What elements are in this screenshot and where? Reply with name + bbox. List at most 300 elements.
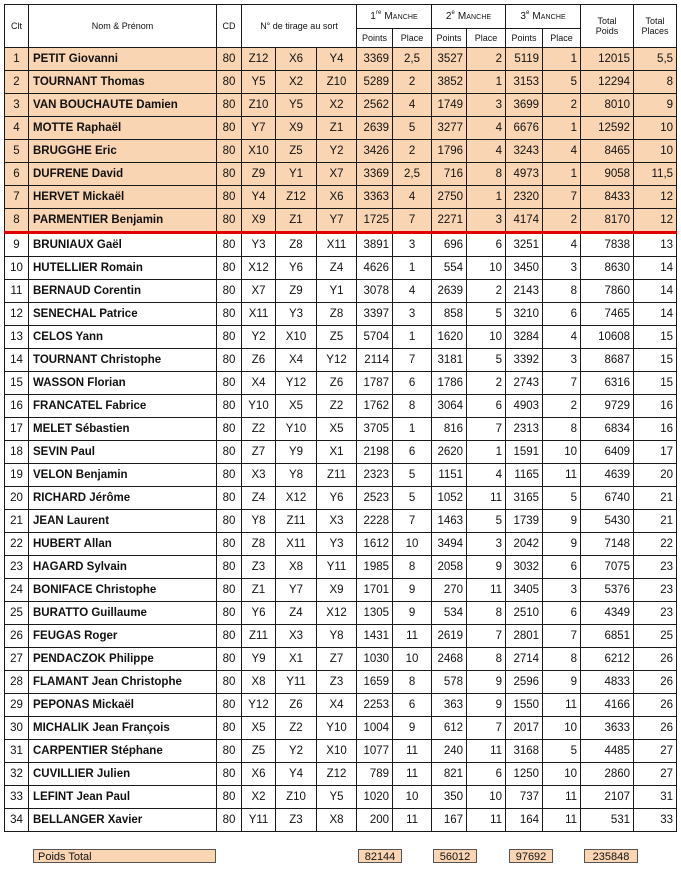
points-cell-1: 2228 <box>357 510 393 533</box>
name-cell: VAN BOUCHAUTE Damien <box>29 94 217 117</box>
points-cell-3: 1550 <box>506 694 543 717</box>
cd-cell: 80 <box>217 487 242 510</box>
table-row <box>5 763 677 786</box>
name-cell: FEUGAS Roger <box>29 625 217 648</box>
points-cell-1: 1077 <box>357 740 393 763</box>
place-cell-2: 6 <box>467 763 506 786</box>
name-cell: BERNAUD Corentin <box>29 280 217 303</box>
draw-cell-1: Z9 <box>242 163 276 186</box>
points-cell-2: 363 <box>432 694 467 717</box>
name-cell: PENDACZOK Philippe <box>29 648 217 671</box>
place-cell-3: 4 <box>543 140 581 163</box>
draw-cell-3: Y7 <box>317 209 357 233</box>
draw-cell-2: X2 <box>276 71 317 94</box>
table-row <box>5 533 677 556</box>
rank-cell: 34 <box>5 809 29 832</box>
draw-cell-1: Y12 <box>242 694 276 717</box>
total-weight-cell: 8687 <box>581 349 634 372</box>
points-cell-1: 1020 <box>357 786 393 809</box>
draw-cell-2: Y11 <box>276 671 317 694</box>
table-row <box>5 464 677 487</box>
points-cell-3: 4903 <box>506 395 543 418</box>
draw-cell-2: X5 <box>276 395 317 418</box>
draw-cell-1: X5 <box>242 717 276 740</box>
total-weight-cell: 5376 <box>581 579 634 602</box>
points-cell-3: 3165 <box>506 487 543 510</box>
draw-cell-3: Y10 <box>317 717 357 740</box>
cd-cell: 80 <box>217 94 242 117</box>
draw-cell-2: Z6 <box>276 694 317 717</box>
place-cell-1: 5 <box>393 464 432 487</box>
total-weight-cell: 8010 <box>581 94 634 117</box>
place-cell-3: 5 <box>543 740 581 763</box>
rank-cell: 10 <box>5 257 29 280</box>
points-cell-1: 1985 <box>357 556 393 579</box>
place-cell-3: 5 <box>543 71 581 94</box>
points-cell-2: 1749 <box>432 94 467 117</box>
draw-cell-3: Z4 <box>317 257 357 280</box>
cd-cell: 80 <box>217 257 242 280</box>
name-cell: PETIT Giovanni <box>29 48 217 71</box>
place-cell-1: 4 <box>393 280 432 303</box>
points-cell-1: 3891 <box>357 233 393 257</box>
draw-cell-3: Z7 <box>317 648 357 671</box>
points-cell-3: 2042 <box>506 533 543 556</box>
draw-cell-3: X5 <box>317 418 357 441</box>
draw-cell-1: Z11 <box>242 625 276 648</box>
name-cell: MOTTE Raphaël <box>29 117 217 140</box>
points-cell-2: 167 <box>432 809 467 832</box>
draw-cell-2: X12 <box>276 487 317 510</box>
points-cell-3: 164 <box>506 809 543 832</box>
place-cell-3: 3 <box>543 349 581 372</box>
points-cell-2: 3494 <box>432 533 467 556</box>
draw-cell-2: X1 <box>276 648 317 671</box>
total-weight-cell: 6851 <box>581 625 634 648</box>
points-cell-3: 3450 <box>506 257 543 280</box>
total-weight-cell: 3633 <box>581 717 634 740</box>
place-cell-2: 11 <box>467 809 506 832</box>
total-places-cell: 22 <box>634 533 677 556</box>
points-cell-2: 2620 <box>432 441 467 464</box>
rank-cell: 31 <box>5 740 29 763</box>
points-cell-1: 3426 <box>357 140 393 163</box>
draw-cell-3: X12 <box>317 602 357 625</box>
total-weight-cell: 2107 <box>581 786 634 809</box>
total-weight-cell: 7860 <box>581 280 634 303</box>
rank-cell: 4 <box>5 117 29 140</box>
points-cell-3: 3243 <box>506 140 543 163</box>
rank-cell: 6 <box>5 163 29 186</box>
points-cell-3: 1591 <box>506 441 543 464</box>
points-cell-2: 2750 <box>432 186 467 209</box>
place-cell-1: 9 <box>393 717 432 740</box>
place-cell-2: 4 <box>467 117 506 140</box>
total-places-cell: 13 <box>634 233 677 257</box>
points-cell-1: 3369 <box>357 163 393 186</box>
place-cell-3: 5 <box>543 487 581 510</box>
points-cell-3: 2510 <box>506 602 543 625</box>
cd-cell: 80 <box>217 625 242 648</box>
rank-cell: 1 <box>5 48 29 71</box>
total-weight-cell: 5430 <box>581 510 634 533</box>
points-cell-1: 2562 <box>357 94 393 117</box>
cd-cell: 80 <box>217 441 242 464</box>
points-cell-3: 5119 <box>506 48 543 71</box>
total-places-cell: 14 <box>634 257 677 280</box>
place-cell-3: 8 <box>543 280 581 303</box>
points-cell-3: 3153 <box>506 71 543 94</box>
total-all: 235848 <box>584 849 638 863</box>
cd-cell: 80 <box>217 671 242 694</box>
place-cell-1: 8 <box>393 671 432 694</box>
cd-cell: 80 <box>217 71 242 94</box>
place-cell-1: 3 <box>393 233 432 257</box>
header-points-1: Points <box>357 29 393 48</box>
total-weight-cell: 8170 <box>581 209 634 233</box>
place-cell-2: 2 <box>467 48 506 71</box>
points-cell-3: 6676 <box>506 117 543 140</box>
rank-cell: 8 <box>5 209 29 233</box>
rank-cell: 12 <box>5 303 29 326</box>
name-cell: CUVILLIER Julien <box>29 763 217 786</box>
name-cell: TOURNANT Thomas <box>29 71 217 94</box>
header-points-2: Points <box>432 29 467 48</box>
name-cell: PEPONAS Mickaël <box>29 694 217 717</box>
total-places-cell: 9 <box>634 94 677 117</box>
cd-cell: 80 <box>217 280 242 303</box>
total-places-cell: 14 <box>634 280 677 303</box>
points-cell-3: 2743 <box>506 372 543 395</box>
place-cell-3: 11 <box>543 464 581 487</box>
draw-cell-3: Y2 <box>317 140 357 163</box>
points-cell-1: 3363 <box>357 186 393 209</box>
name-cell: LEFINT Jean Paul <box>29 786 217 809</box>
draw-cell-3: Z3 <box>317 671 357 694</box>
table-row <box>5 418 677 441</box>
points-cell-1: 1725 <box>357 209 393 233</box>
place-cell-3: 8 <box>543 418 581 441</box>
header-cd: CD <box>217 5 242 48</box>
points-cell-2: 534 <box>432 602 467 625</box>
total-places-cell: 8 <box>634 71 677 94</box>
place-cell-3: 10 <box>543 717 581 740</box>
draw-cell-2: Y7 <box>276 579 317 602</box>
total-weight-cell: 2860 <box>581 763 634 786</box>
total-places-cell: 23 <box>634 556 677 579</box>
draw-cell-1: Y8 <box>242 510 276 533</box>
cd-cell: 80 <box>217 740 242 763</box>
table-row <box>5 257 677 280</box>
place-cell-3: 7 <box>543 372 581 395</box>
table-row <box>5 233 677 257</box>
points-cell-2: 554 <box>432 257 467 280</box>
points-cell-2: 270 <box>432 579 467 602</box>
total-weight-cell: 4833 <box>581 671 634 694</box>
place-cell-2: 6 <box>467 395 506 418</box>
place-cell-2: 2 <box>467 372 506 395</box>
totals-bar <box>0 849 681 865</box>
points-cell-3: 4973 <box>506 163 543 186</box>
total-places-cell: 15 <box>634 326 677 349</box>
rank-cell: 25 <box>5 602 29 625</box>
rank-cell: 5 <box>5 140 29 163</box>
place-cell-2: 10 <box>467 786 506 809</box>
name-cell: RICHARD Jérôme <box>29 487 217 510</box>
total-places-cell: 23 <box>634 602 677 625</box>
place-cell-2: 8 <box>467 648 506 671</box>
results-body <box>5 48 677 832</box>
cd-cell: 80 <box>217 717 242 740</box>
total-places-cell: 12 <box>634 209 677 233</box>
cd-cell: 80 <box>217 694 242 717</box>
name-cell: FRANCATEL Fabrice <box>29 395 217 418</box>
table-row <box>5 349 677 372</box>
rank-cell: 19 <box>5 464 29 487</box>
table-row <box>5 602 677 625</box>
points-cell-1: 200 <box>357 809 393 832</box>
draw-cell-2: Z9 <box>276 280 317 303</box>
place-cell-3: 2 <box>543 94 581 117</box>
draw-cell-1: Y3 <box>242 233 276 257</box>
place-cell-2: 9 <box>467 556 506 579</box>
draw-cell-1: Y5 <box>242 71 276 94</box>
points-cell-2: 350 <box>432 786 467 809</box>
total-places-cell: 33 <box>634 809 677 832</box>
rank-cell: 20 <box>5 487 29 510</box>
total-weight-cell: 6834 <box>581 418 634 441</box>
total-weight-cell: 12294 <box>581 71 634 94</box>
draw-cell-1: Y2 <box>242 326 276 349</box>
table-row <box>5 186 677 209</box>
cd-cell: 80 <box>217 533 242 556</box>
points-cell-3: 2143 <box>506 280 543 303</box>
draw-cell-3: X11 <box>317 233 357 257</box>
name-cell: WASSON Florian <box>29 372 217 395</box>
points-cell-2: 2639 <box>432 280 467 303</box>
draw-cell-2: X11 <box>276 533 317 556</box>
points-cell-2: 1796 <box>432 140 467 163</box>
place-cell-1: 10 <box>393 648 432 671</box>
points-cell-1: 1787 <box>357 372 393 395</box>
name-cell: CELOS Yann <box>29 326 217 349</box>
draw-cell-3: Y4 <box>317 48 357 71</box>
points-cell-1: 3397 <box>357 303 393 326</box>
draw-cell-3: X2 <box>317 94 357 117</box>
total-weight-cell: 9729 <box>581 395 634 418</box>
total-weight-cell: 8630 <box>581 257 634 280</box>
draw-cell-1: Z5 <box>242 740 276 763</box>
draw-cell-2: Z4 <box>276 602 317 625</box>
table-row <box>5 648 677 671</box>
rank-cell: 28 <box>5 671 29 694</box>
points-cell-1: 1431 <box>357 625 393 648</box>
draw-cell-1: X4 <box>242 372 276 395</box>
name-cell: BRUNIAUX Gaël <box>29 233 217 257</box>
total-weight-cell: 4166 <box>581 694 634 717</box>
points-cell-2: 816 <box>432 418 467 441</box>
rank-cell: 9 <box>5 233 29 257</box>
draw-cell-1: X7 <box>242 280 276 303</box>
total-weight-cell: 8433 <box>581 186 634 209</box>
place-cell-3: 11 <box>543 786 581 809</box>
draw-cell-3: Z11 <box>317 464 357 487</box>
draw-cell-3: Y12 <box>317 349 357 372</box>
points-cell-1: 2523 <box>357 487 393 510</box>
rank-cell: 13 <box>5 326 29 349</box>
total-places-cell: 26 <box>634 648 677 671</box>
points-cell-1: 789 <box>357 763 393 786</box>
place-cell-1: 5 <box>393 487 432 510</box>
place-cell-3: 10 <box>543 441 581 464</box>
draw-cell-1: Z4 <box>242 487 276 510</box>
table-row <box>5 303 677 326</box>
place-cell-3: 1 <box>543 48 581 71</box>
cd-cell: 80 <box>217 186 242 209</box>
points-cell-2: 1052 <box>432 487 467 510</box>
total-places-cell: 10 <box>634 140 677 163</box>
place-cell-1: 8 <box>393 556 432 579</box>
name-cell: SENECHAL Patrice <box>29 303 217 326</box>
draw-cell-2: Z1 <box>276 209 317 233</box>
place-cell-2: 3 <box>467 94 506 117</box>
points-cell-3: 2596 <box>506 671 543 694</box>
table-row <box>5 671 677 694</box>
place-cell-2: 5 <box>467 510 506 533</box>
cd-cell: 80 <box>217 117 242 140</box>
draw-cell-1: X11 <box>242 303 276 326</box>
rank-cell: 16 <box>5 395 29 418</box>
total-weight-cell: 10608 <box>581 326 634 349</box>
draw-cell-1: Z2 <box>242 418 276 441</box>
draw-cell-1: Y11 <box>242 809 276 832</box>
results-table <box>4 4 677 832</box>
draw-cell-3: X8 <box>317 809 357 832</box>
points-cell-1: 1762 <box>357 395 393 418</box>
total-manche-2: 56012 <box>433 849 477 863</box>
cd-cell: 80 <box>217 349 242 372</box>
place-cell-3: 7 <box>543 186 581 209</box>
place-cell-1: 1 <box>393 326 432 349</box>
name-cell: BRUGGHE Eric <box>29 140 217 163</box>
header-manche-1: 1re Manche <box>357 5 432 29</box>
place-cell-3: 11 <box>543 809 581 832</box>
draw-cell-1: Y7 <box>242 117 276 140</box>
draw-cell-2: Z11 <box>276 510 317 533</box>
place-cell-3: 6 <box>543 556 581 579</box>
header-manche-3: 3e Manche <box>506 5 581 29</box>
place-cell-3: 4 <box>543 326 581 349</box>
table-row <box>5 395 677 418</box>
name-cell: FLAMANT Jean Christophe <box>29 671 217 694</box>
draw-cell-3: X3 <box>317 510 357 533</box>
table-row <box>5 740 677 763</box>
rank-cell: 17 <box>5 418 29 441</box>
points-cell-3: 1250 <box>506 763 543 786</box>
place-cell-1: 6 <box>393 441 432 464</box>
points-cell-3: 3032 <box>506 556 543 579</box>
draw-cell-2: X8 <box>276 556 317 579</box>
draw-cell-2: Z8 <box>276 233 317 257</box>
header-clt: Clt <box>5 5 29 48</box>
points-cell-1: 2114 <box>357 349 393 372</box>
place-cell-2: 10 <box>467 257 506 280</box>
table-row <box>5 717 677 740</box>
total-places-cell: 31 <box>634 786 677 809</box>
draw-cell-3: Z2 <box>317 395 357 418</box>
points-cell-2: 716 <box>432 163 467 186</box>
points-cell-1: 2198 <box>357 441 393 464</box>
points-cell-3: 1165 <box>506 464 543 487</box>
place-cell-3: 10 <box>543 763 581 786</box>
points-cell-3: 3392 <box>506 349 543 372</box>
place-cell-2: 1 <box>467 71 506 94</box>
draw-cell-3: X1 <box>317 441 357 464</box>
place-cell-1: 6 <box>393 694 432 717</box>
total-weight-cell: 12015 <box>581 48 634 71</box>
draw-cell-2: X10 <box>276 326 317 349</box>
rank-cell: 3 <box>5 94 29 117</box>
draw-cell-3: X4 <box>317 694 357 717</box>
total-weight-cell: 6409 <box>581 441 634 464</box>
points-cell-1: 1659 <box>357 671 393 694</box>
total-places-cell: 11,5 <box>634 163 677 186</box>
place-cell-1: 4 <box>393 186 432 209</box>
place-cell-1: 9 <box>393 579 432 602</box>
cd-cell: 80 <box>217 140 242 163</box>
total-places-cell: 16 <box>634 418 677 441</box>
draw-cell-2: Y12 <box>276 372 317 395</box>
cd-cell: 80 <box>217 464 242 487</box>
place-cell-2: 9 <box>467 671 506 694</box>
points-cell-3: 2320 <box>506 186 543 209</box>
rank-cell: 23 <box>5 556 29 579</box>
name-cell: SEVIN Paul <box>29 441 217 464</box>
place-cell-3: 2 <box>543 209 581 233</box>
draw-cell-2: Y10 <box>276 418 317 441</box>
rank-cell: 11 <box>5 280 29 303</box>
points-cell-2: 858 <box>432 303 467 326</box>
place-cell-3: 9 <box>543 533 581 556</box>
draw-cell-1: Y9 <box>242 648 276 671</box>
points-cell-3: 3284 <box>506 326 543 349</box>
name-cell: HAGARD Sylvain <box>29 556 217 579</box>
cd-cell: 80 <box>217 556 242 579</box>
cd-cell: 80 <box>217 809 242 832</box>
place-cell-2: 5 <box>467 303 506 326</box>
name-cell: HERVET Mickaël <box>29 186 217 209</box>
draw-cell-2: Y2 <box>276 740 317 763</box>
draw-cell-1: X10 <box>242 140 276 163</box>
total-places-cell: 21 <box>634 487 677 510</box>
total-places-cell: 20 <box>634 464 677 487</box>
points-cell-1: 5289 <box>357 71 393 94</box>
rank-cell: 18 <box>5 441 29 464</box>
name-cell: JEAN Laurent <box>29 510 217 533</box>
place-cell-3: 11 <box>543 694 581 717</box>
table-row <box>5 117 677 140</box>
name-cell: BELLANGER Xavier <box>29 809 217 832</box>
draw-cell-1: Z1 <box>242 579 276 602</box>
points-cell-3: 3251 <box>506 233 543 257</box>
place-cell-1: 7 <box>393 209 432 233</box>
rank-cell: 26 <box>5 625 29 648</box>
place-cell-2: 5 <box>467 349 506 372</box>
total-places-cell: 17 <box>634 441 677 464</box>
cd-cell: 80 <box>217 418 242 441</box>
points-cell-2: 2619 <box>432 625 467 648</box>
header-total-poids: Total Poids <box>581 5 634 48</box>
